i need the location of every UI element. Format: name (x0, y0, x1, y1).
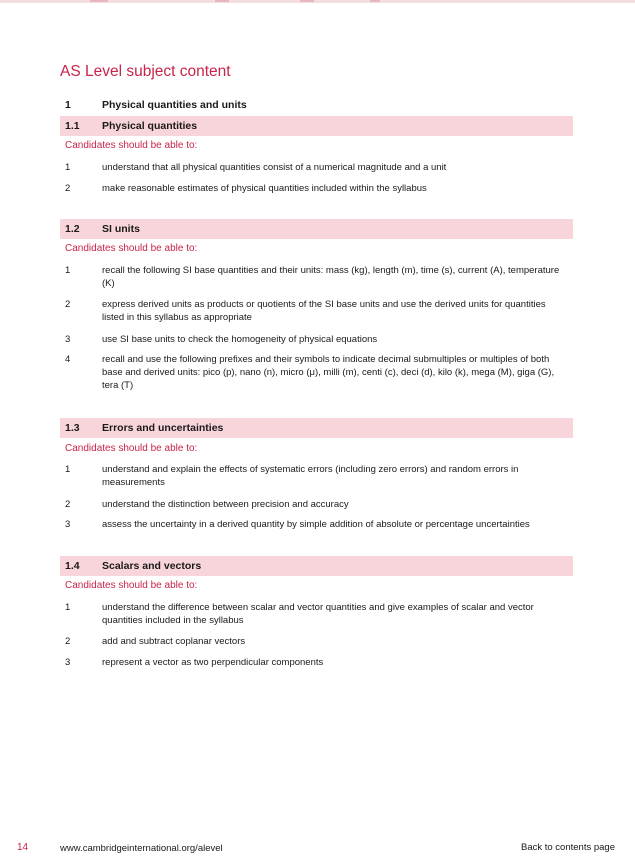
item-number: 3 (65, 334, 71, 345)
page-title: AS Level subject content (60, 63, 231, 80)
candidates-label: Candidates should be able to: (65, 243, 198, 254)
candidates-label: Candidates should be able to: (65, 443, 198, 454)
back-to-contents-link[interactable]: Back to contents page (520, 842, 615, 853)
top-rule-mark (370, 0, 380, 2)
item-number: 1 (65, 464, 71, 475)
topic-title: Physical quantities and units (102, 99, 247, 111)
item-text: assess the uncertainty in a derived quantity by simple addition of absolute or percentage uncertainties (102, 519, 530, 530)
section-header (60, 418, 573, 438)
item-text: recall the following SI base quantities and their units: mass (kg), length (m), time (s), current (A), temperature (K) (102, 265, 560, 289)
item-text: represent a vector as two perpendicular components (102, 657, 324, 668)
item-number: 2 (65, 183, 71, 194)
item-text: make reasonable estimates of physical quantities included within the syllabus (102, 183, 427, 194)
item-text: understand the difference between scalar and vector quantities and give examples of scalar and vector quantities included in the syllabus (102, 602, 534, 626)
item-text: express derived units as products or quotients of the SI base units and use the derived units for quantities listed in this syllabus as appropriate (102, 299, 546, 323)
section-title: Physical quantities (102, 120, 198, 132)
section-title: Scalars and vectors (102, 560, 202, 572)
item-text: recall and use the following prefixes and their symbols to indicate decimal submultiples or multiples of both base and derived units: pico (p), nano (n), micro (μ), milli (m), centi (c), deci (d), kilo (k), mega (M), giga (G), tera (T) (102, 354, 555, 391)
item-text: add and subtract coplanar vectors (102, 636, 246, 647)
topic-header (60, 95, 573, 115)
top-rule-mark (300, 0, 314, 2)
section-title: Errors and uncertainties (102, 422, 224, 434)
item-text: understand the distinction between precision and accuracy (102, 499, 349, 510)
item-number: 2 (65, 499, 71, 510)
section-number: 1.1 (65, 120, 80, 132)
item-number: 1 (65, 265, 71, 276)
page-number: 14 (17, 842, 29, 853)
item-number: 2 (65, 636, 71, 647)
top-rule-mark (215, 0, 229, 2)
item-number: 2 (65, 299, 71, 310)
section-title: SI units (102, 223, 140, 235)
top-rule-mark (90, 0, 108, 2)
item-text: understand and explain the effects of systematic errors (including zero errors) and random errors in measurements (102, 464, 519, 488)
section-number: 1.4 (65, 560, 80, 572)
section-number: 1.3 (65, 422, 80, 434)
candidates-label: Candidates should be able to: (65, 140, 198, 151)
item-number: 1 (65, 602, 71, 613)
item-text: understand that all physical quantities consist of a numerical magnitude and a unit (102, 162, 447, 173)
item-number: 3 (65, 519, 71, 530)
topic-number: 1 (65, 99, 71, 111)
item-text: use SI base units to check the homogeneity of physical equations (102, 334, 378, 345)
section-header (60, 556, 573, 576)
section-number: 1.2 (65, 223, 80, 235)
website-link[interactable]: www.cambridgeinternational.org/alevel (60, 843, 223, 854)
section-header (60, 219, 573, 239)
item-number: 4 (65, 354, 71, 365)
section-header (60, 116, 573, 136)
candidates-label: Candidates should be able to: (65, 580, 198, 591)
item-number: 1 (65, 162, 71, 173)
item-number: 3 (65, 657, 71, 668)
